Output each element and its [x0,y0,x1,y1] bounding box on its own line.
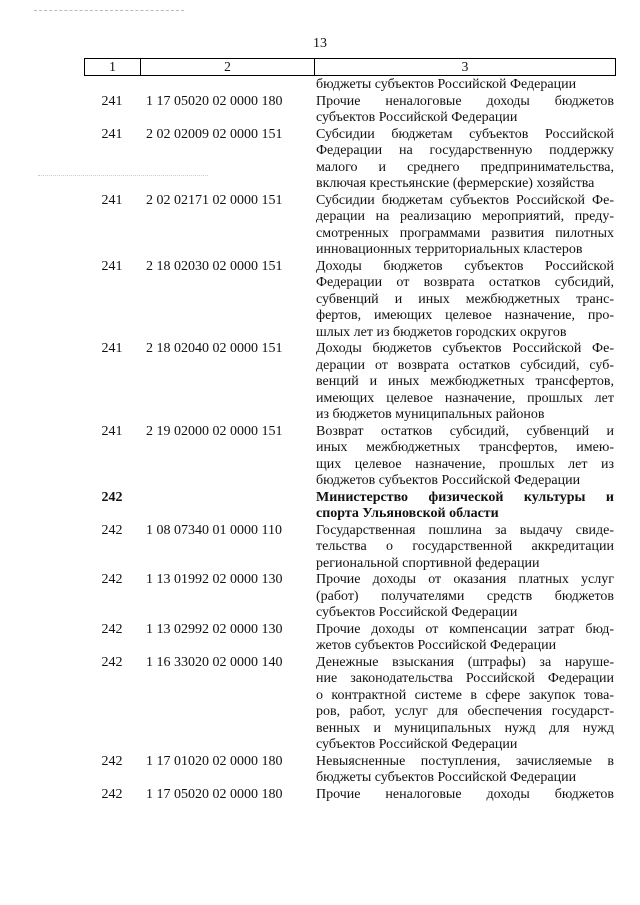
description-line: ние законодательства Российской Федерации [316,671,614,686]
description-line: бюджеты субъектов Российской Федерации [316,770,577,785]
description-line: из бюджетов муниципальных районов [316,407,545,422]
description-line: Возврат остатков субсидий, субвенций и [316,423,614,439]
kbk-code-cell: 2 18 02030 02 0000 151 [146,258,283,274]
scan-artifact-top [34,10,184,12]
header-col-3: 3 [461,59,469,74]
table-row [84,787,616,804]
description-cell [316,622,616,655]
description-line: тельства о государственной аккредитации [316,539,614,554]
description-line: региональной спортивной федерации [316,555,540,571]
description-line: субвенций и иных межбюджетных транс- [316,291,614,307]
kbk-code-cell: 1 13 01992 02 0000 130 [146,572,283,587]
kbk-code-cell: 1 16 33020 02 0000 140 [146,654,283,670]
description-cell [316,490,616,523]
table-header [84,58,616,76]
description-line: Субсидии бюджетам субъектов Российской [316,126,614,142]
description-line: Министерство физической культуры и [316,489,614,505]
description-line: Прочие неналоговые доходы бюджетов [316,786,614,802]
kbk-code-cell [140,490,316,523]
description-line: венных и муниципальных нужд для нужд [316,720,614,736]
table-row [84,523,616,573]
description-line: о контрактной системе в сфере закупок това- [316,687,614,703]
description-cell [316,127,616,193]
description-line: Федерации от возврата остатков субсидий, [316,275,614,290]
table-row [84,341,616,424]
description-line: инновационных территориальных кластеров [316,242,583,257]
description-line: бюджетов субъектов Российской Федерации [316,473,581,488]
description-line: включая крестьянские (фермерские) хозяйства [316,176,595,191]
description-line: имеющих целевое назначение, прошлых лет [316,390,614,406]
description-line: Прочие доходы от компенсации затрат бюд- [316,621,614,637]
table-row [84,127,616,193]
description-cell [316,754,616,787]
kbk-code-cell: 2 02 02009 02 0000 151 [146,126,283,142]
header-col-2: 2 [141,59,315,75]
description-line: Денежные взыскания (штрафы) за наруше- [316,654,614,670]
table-row [84,259,616,342]
admin-code-cell [84,77,140,94]
description-cell [316,655,616,754]
table-row [84,94,616,127]
description-line: ров, работ, услуг для обеспечения государст- [316,704,614,719]
description-line: смотренных программами развития пилотных [316,225,614,241]
description-line: субъектов Российской Федерации [316,110,518,125]
table-row [84,572,616,622]
description-line: Доходы бюджетов субъектов Российской Фе- [316,341,614,356]
description-line: щих целевое назначение, прошлых лет из [316,456,614,472]
description-line: иных межбюджетных трансфертов, имею- [316,440,614,455]
kbk-code-cell: 2 18 02040 02 0000 151 [146,341,283,356]
admin-code-cell: 241 [101,192,123,208]
admin-code-cell: 242 [101,621,123,637]
description-line: (работ) получателями средств бюджетов [316,588,614,604]
description-line: субъектов Российской Федерации [316,737,518,752]
description-line: малого и среднего предпринимательства, [316,159,614,175]
description-cell [316,424,616,490]
admin-code-cell: 242 [101,489,123,505]
table-row [84,622,616,655]
description-line: Прочие неналоговые доходы бюджетов [316,93,614,109]
description-line: Доходы бюджетов субъектов Российской [316,258,614,274]
description-line: бюджеты субъектов Российской Федерации [316,77,577,92]
page-number: 13 [313,36,327,51]
description-line: Государственная пошлина за выдачу свиде- [316,522,614,538]
table-row [84,655,616,754]
table-body [84,77,616,803]
description-cell [316,787,616,804]
description-cell [316,341,616,424]
description-cell [316,259,616,342]
table-row [84,754,616,787]
description-cell [316,94,616,127]
description-cell [316,77,616,94]
admin-code-cell: 241 [101,126,123,142]
admin-code-cell: 242 [101,654,123,670]
description-line: Прочие доходы от оказания платных услуг [316,572,614,587]
kbk-code-cell: 1 13 02992 02 0000 130 [146,621,283,637]
admin-code-cell: 241 [101,93,123,109]
admin-code-cell: 242 [101,753,123,769]
description-line: спорта Ульяновской области [316,506,499,521]
admin-code-cell: 242 [101,572,123,587]
description-line: шлых лет из бюджетов городских округов [316,324,567,340]
description-line: Невыясненные поступления, зачисляемые в [316,753,614,769]
description-line: фертов, имеющих целевое назначение, про- [316,308,614,323]
header-col-1: 1 [85,59,141,75]
description-line: дерации от возврата остатков субсидий, суб- [316,357,614,373]
description-line: венций и иных межбюджетных трансфертов, [316,374,614,389]
description-line: жетов субъектов Российской Федерации [316,638,557,653]
kbk-code-cell: 1 08 07340 01 0000 110 [146,522,282,538]
description-cell [316,193,616,259]
admin-code-cell: 241 [101,341,123,356]
admin-code-cell: 241 [101,423,123,439]
admin-code-cell: 242 [101,522,123,538]
admin-code-cell: 242 [101,786,123,802]
table-row [84,193,616,259]
description-line: дерации на реализацию мероприятий, преду- [316,209,614,224]
kbk-code-cell: 2 19 02000 02 0000 151 [146,423,283,439]
description-cell [316,523,616,573]
kbk-code-cell: 1 17 05020 02 0000 180 [146,93,283,109]
table-row [84,424,616,490]
description-line: Федерации на государственную поддержку [316,143,614,158]
kbk-code-cell: 1 17 01020 02 0000 180 [146,753,283,769]
description-line: Субсидии бюджетам субъектов Российской Фе- [316,192,614,208]
description-cell [316,572,616,622]
kbk-code-cell [140,77,316,94]
kbk-code-cell: 2 02 02171 02 0000 151 [146,192,283,208]
table-row [84,77,616,94]
description-line: субъектов Российской Федерации [316,605,518,620]
kbk-code-cell: 1 17 05020 02 0000 180 [146,786,283,802]
table-row [84,490,616,523]
admin-code-cell: 241 [101,258,123,274]
